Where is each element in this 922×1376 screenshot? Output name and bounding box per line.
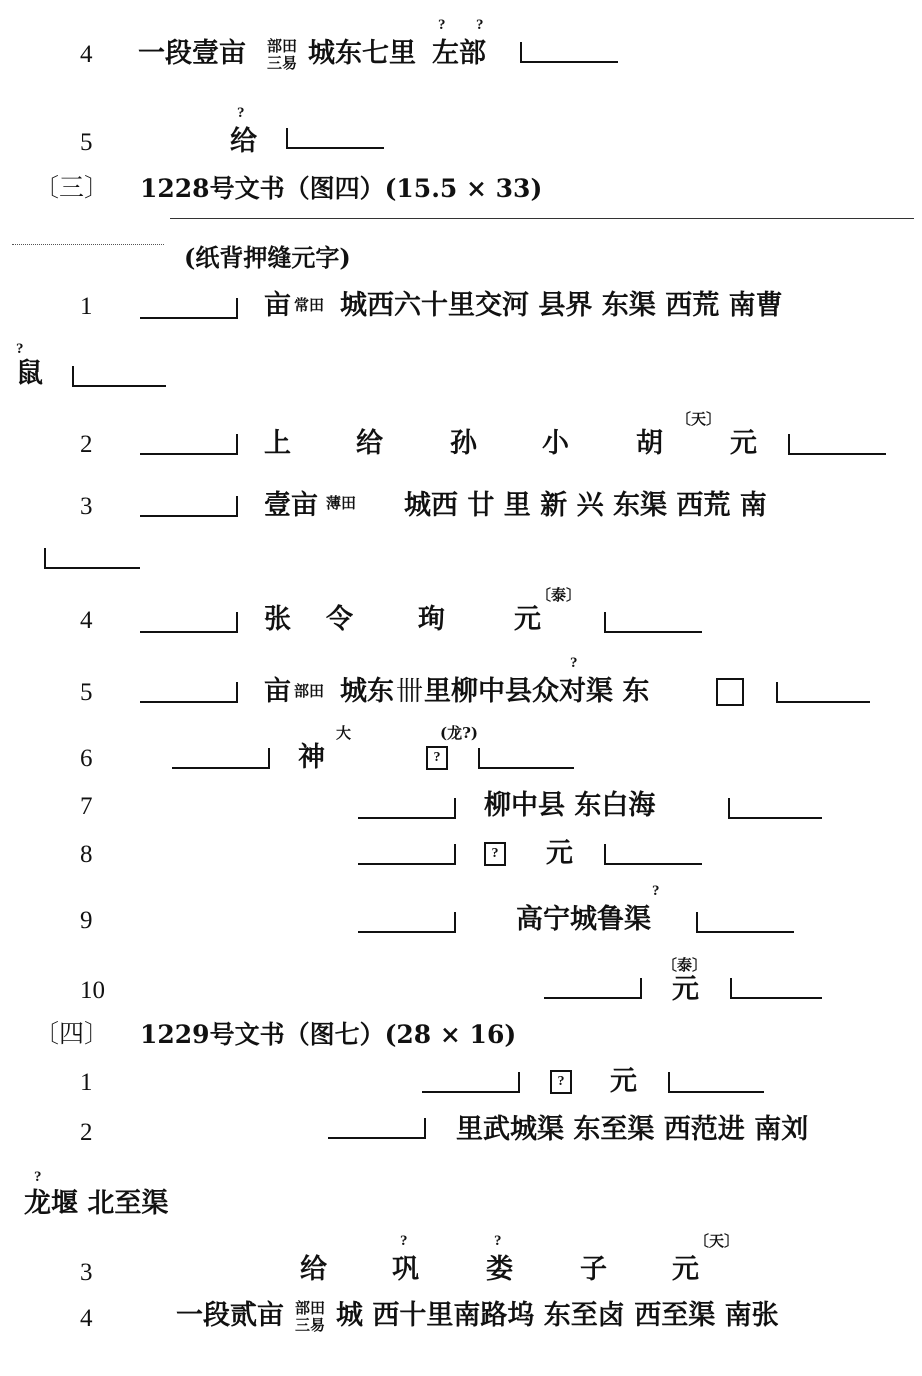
line-text: 元 xyxy=(610,1066,637,1097)
lacuna xyxy=(44,548,140,569)
line-text: 小 xyxy=(542,428,569,459)
line-text: 胡 xyxy=(636,428,663,459)
line-text: 左部 xyxy=(432,38,486,69)
lacuna xyxy=(358,798,456,819)
line-number: 6 xyxy=(80,745,93,772)
line-number: 4 xyxy=(80,41,93,68)
line-text: 令 xyxy=(326,604,353,635)
uncertain-mark: ? xyxy=(476,17,484,33)
line-number: 3 xyxy=(80,1259,93,1286)
line-text: 元 xyxy=(730,428,757,459)
unreadable-character-box: ? xyxy=(550,1070,572,1094)
line-text: 给 xyxy=(230,126,257,157)
uncertain-mark: ? xyxy=(237,105,245,121)
line-text: 张 xyxy=(264,604,291,635)
lacuna xyxy=(478,748,574,769)
line-text: 亩 xyxy=(264,676,291,707)
line-text: 上 xyxy=(264,428,291,459)
field-type-annotation: 部田 三易 xyxy=(266,37,297,72)
line-text: 给 xyxy=(356,428,383,459)
field-type-annotation: 常田 xyxy=(294,296,325,314)
lacuna xyxy=(668,1072,764,1093)
lacuna xyxy=(140,612,238,633)
section-note: (纸背押缝元字) xyxy=(184,243,351,272)
lacuna xyxy=(172,748,270,769)
fragment-edge-line xyxy=(170,218,914,219)
line-text: 元 xyxy=(514,604,541,635)
line-number: 5 xyxy=(80,129,93,156)
lacuna xyxy=(358,912,456,933)
line-text: 娄 xyxy=(486,1254,513,1285)
line-text: 城东 xyxy=(340,676,394,707)
line-number: 4 xyxy=(80,1305,93,1332)
line-text: 孙 xyxy=(450,428,477,459)
annotation: 大 xyxy=(336,724,352,742)
line-text: 巩 xyxy=(392,1254,419,1285)
lacuna xyxy=(140,682,238,703)
line-text: 一段壹亩 xyxy=(138,38,246,69)
lacuna xyxy=(776,682,870,703)
line-number: 5 xyxy=(80,679,93,706)
line-text: 珣 xyxy=(418,604,445,635)
lacuna xyxy=(604,844,702,865)
annotation: 〔天〕 xyxy=(694,1232,740,1250)
field-type-annotation: 部田 xyxy=(294,682,325,700)
line-text: 高宁城鲁渠 xyxy=(516,904,651,935)
lacuna xyxy=(604,612,702,633)
unreadable-character-box: ? xyxy=(484,842,506,866)
line-text: 元 xyxy=(672,1254,699,1285)
lacuna xyxy=(358,844,456,865)
line-number: 1 xyxy=(80,293,93,320)
line-text: 龙堰 北至渠 xyxy=(24,1188,169,1219)
line-text: 亩 xyxy=(264,290,291,321)
line-text: 卌 xyxy=(396,676,423,707)
line-number: 4 xyxy=(80,607,93,634)
lacuna xyxy=(520,42,618,63)
lacuna xyxy=(140,496,238,517)
field-type-annotation: 薄田 xyxy=(326,494,357,512)
uncertain-mark: ? xyxy=(438,17,446,33)
line-number: 10 xyxy=(80,977,105,1004)
line-number: 9 xyxy=(80,907,93,934)
uncertain-mark: ? xyxy=(494,1233,502,1249)
lacuna xyxy=(72,366,166,387)
line-text: 子 xyxy=(580,1254,607,1285)
uncertain-mark: ? xyxy=(34,1169,42,1185)
section-title: 1229号文书（图七）(28 × 16) xyxy=(140,1020,517,1049)
line-text: 城西 廿 里 新 兴 东渠 西荒 南 xyxy=(404,490,767,521)
line-number: 2 xyxy=(80,1119,93,1146)
section-marker: 〔三〕 xyxy=(34,175,110,202)
missing-character-box xyxy=(716,678,744,706)
annotation: (龙?) xyxy=(440,724,478,742)
uncertain-mark: ? xyxy=(16,341,24,357)
lacuna xyxy=(422,1072,520,1093)
lacuna xyxy=(696,912,794,933)
uncertain-mark: ? xyxy=(570,655,578,671)
line-text: 元 xyxy=(672,974,699,1005)
line-text: 鼠 xyxy=(16,358,43,389)
line-text: 神 xyxy=(298,742,325,773)
lacuna xyxy=(788,434,886,455)
line-text: 城东七里 xyxy=(308,38,416,69)
annotation: 〔天〕 xyxy=(676,410,722,428)
annotation: 〔泰〕 xyxy=(536,586,582,604)
unreadable-character-box: ? xyxy=(426,746,448,770)
line-number: 8 xyxy=(80,841,93,868)
line-number: 2 xyxy=(80,431,93,458)
line-text: 城 西十里南路坞 东至卤 西至渠 南张 xyxy=(336,1300,779,1331)
line-number: 3 xyxy=(80,493,93,520)
line-text: 里武城渠 东至渠 西范进 南刘 xyxy=(456,1114,809,1145)
line-text: 壹亩 xyxy=(264,490,318,521)
line-number: 1 xyxy=(80,1069,93,1096)
section-title: 1228号文书（图四）(15.5 × 33) xyxy=(140,174,543,203)
field-type-annotation: 部田 三易 xyxy=(294,1299,325,1334)
line-text: 一段贰亩 xyxy=(176,1300,284,1331)
uncertain-mark: ? xyxy=(652,883,660,899)
lacuna xyxy=(140,298,238,319)
lacuna xyxy=(544,978,642,999)
line-text: 里柳中县众对渠 东 xyxy=(424,676,650,707)
annotation: 〔泰〕 xyxy=(662,956,708,974)
line-text: 柳中县 东白海 xyxy=(484,790,656,821)
section-marker: 〔四〕 xyxy=(34,1021,110,1048)
line-text: 给 xyxy=(300,1254,327,1285)
line-text: 城西六十里交河 县界 东渠 西荒 南曹 xyxy=(340,290,783,321)
lacuna xyxy=(728,798,822,819)
lacuna xyxy=(328,1118,426,1139)
uncertain-mark: ? xyxy=(400,1233,408,1249)
lacuna xyxy=(730,978,822,999)
line-text: 元 xyxy=(546,838,573,869)
lacuna xyxy=(140,434,238,455)
fragment-edge-dotted xyxy=(12,244,164,245)
line-number: 7 xyxy=(80,793,93,820)
lacuna xyxy=(286,128,384,149)
